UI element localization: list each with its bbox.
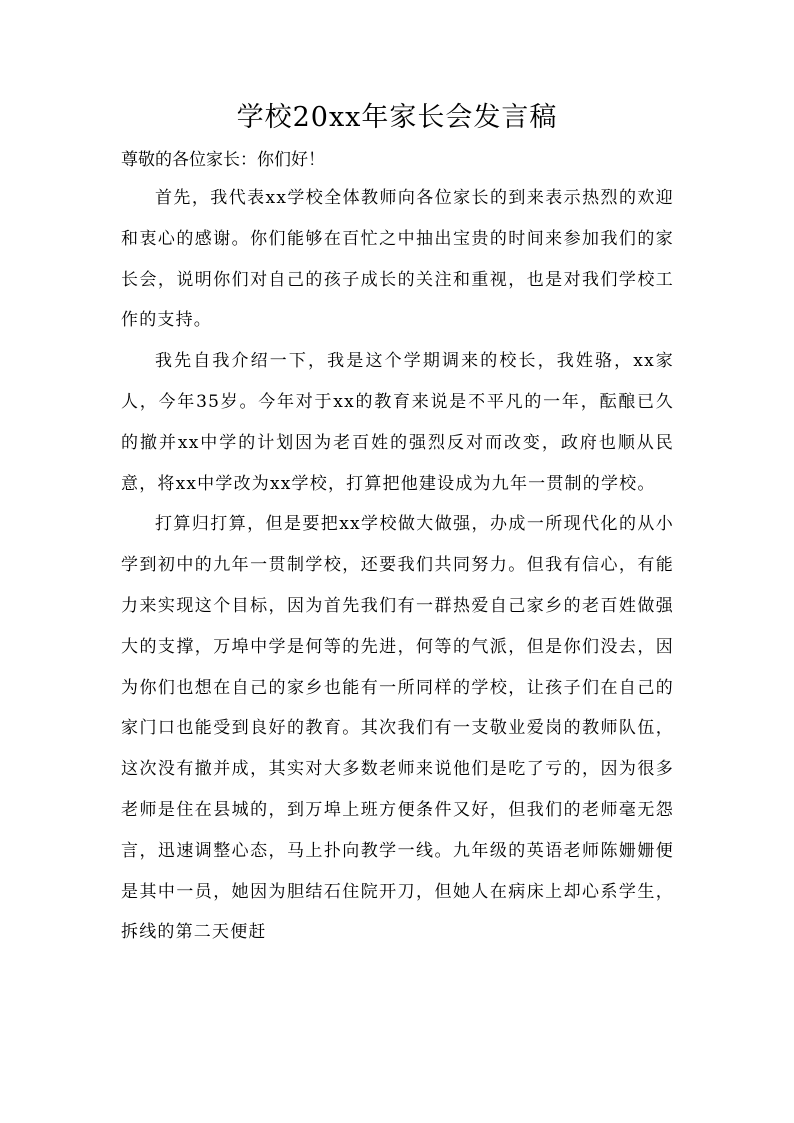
paragraph-1: 首先，我代表xx学校全体教师向各位家长的到来表示热烈的欢迎和衷心的感谢。你们能够在百忙之中抽出宝贵的时间来参加我们的家长会，说明你们对自己的孩子成长的关注和重视，也是对我们学校工作的支持。 [121, 188, 674, 331]
greeting-line: 尊敬的各位家长：你们好！ [121, 150, 325, 170]
document-title: 学校20xx年家长会发言稿 [236, 102, 558, 133]
paragraph-2: 我先自我介绍一下，我是这个学期调来的校长，我姓骆，xx家人，今年35岁。今年对于xx的教育来说是不平凡的一年，酝酿已久的撤并xx中学的计划因为老百姓的强烈反对而改变，政府也顺从民意，将xx中学改为xx学校，打算把他建设成为九年一贯制的学校。 [121, 351, 674, 494]
document-body [121, 178, 674, 953]
paragraph-3: 打算归打算，但是要把xx学校做大做强，办成一所现代化的从小学到初中的九年一贯制学校，还要我们共同努力。但我有信心，有能力来实现这个目标，因为首先我们有一群热爱自己家乡的老百姓做强大的支撑，万埠中学是何等的先进，何等的气派，但是你们没去，因为你们也想在自己的家乡也能有一所同样的学校，让孩子们在自己的家门口也能受到良好的教育。其次我们有一支敬业爱岗的教师队伍，这次没有撤并成，其实对大多数老师来说他们是吃了亏的，因为很多老师是住在县城的，到万埠上班方便条件又好，但我们的老师毫无怨言，迅速调整心态，马上扑向教学一线。九年级的英语老师陈姗姗便是其中一员，她因为胆结石住院开刀，但她人在病床上却心系学生，拆线的第二天便赶 [121, 514, 674, 943]
